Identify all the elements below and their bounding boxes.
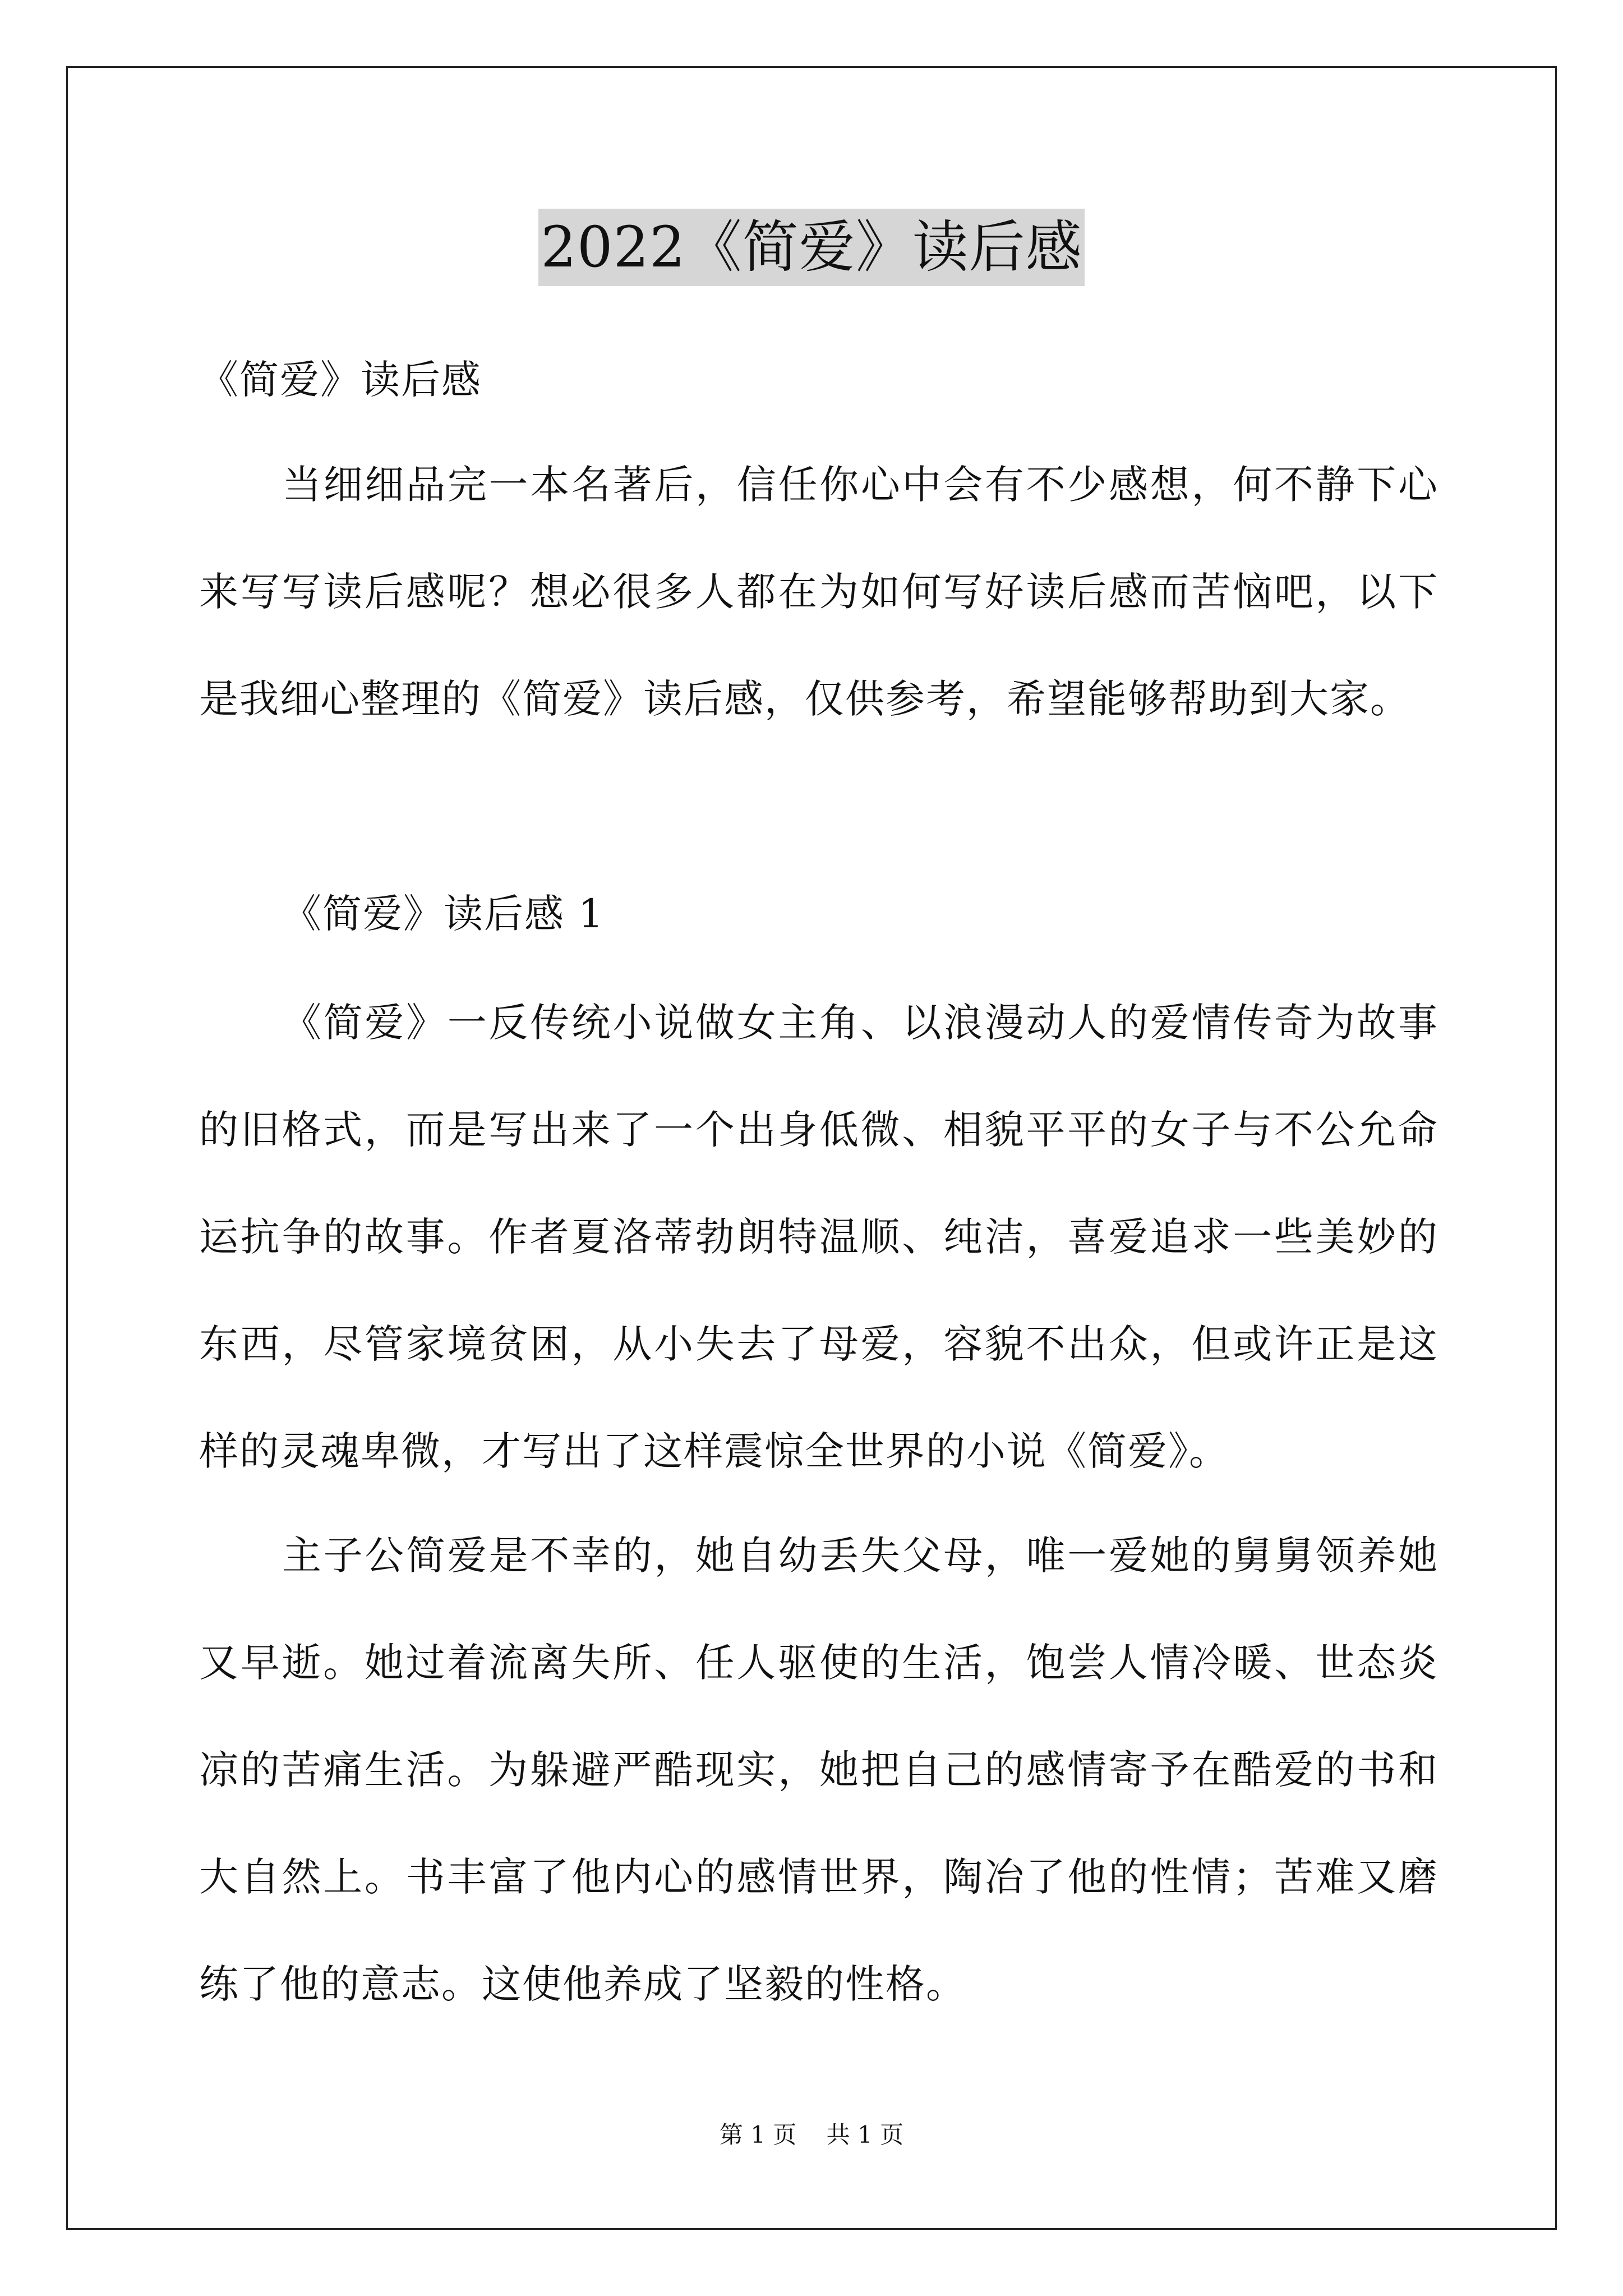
body-text-1: 《简爱》一反传统小说做女主角、以浪漫动人的爱情传奇为故事的旧格式，而是写出来了一个出身低微、相貌平平的女子与不公允命运抗争的故事。作者夏洛蒂勃朗特温顺、纯洁，喜爱追求一些美妙的东西，尽管家境贫困，从小失去了母爱，容貌不出众，但或许正是这样的灵魂卑微，才写出了这样震惊全世界的小说《简爱》。 xyxy=(199,1000,1438,1474)
intro-paragraph xyxy=(199,431,1438,753)
body-paragraph-1 xyxy=(199,969,1438,1505)
document-title: 2022《简爱》读后感 xyxy=(538,209,1085,286)
page-footer xyxy=(0,2118,1623,2152)
intro-text: 当细细品完一本名著后，信任你心中会有不少感想，何不静下心来写写读后感呢？想必很多人都在为如何写好读后感而苦恼吧，以下是我细心整理的《简爱》读后感，仅供参考，希望能够帮助到大家。 xyxy=(199,462,1438,722)
page-number: 第 1 页 xyxy=(719,2121,797,2148)
body-text-2: 主子公简爱是不幸的，她自幼丢失父母，唯一爱她的舅舅领养她又早逝。她过着流离失所、任人驱使的生活，饱尝人情冷暖、世态炎凉的苦痛生活。为躲避严酷现实，她把自己的感情寄予在酷爱的书和大自然上。书丰富了他内心的感情世界，陶冶了他的性情；苦难又磨练了他的意志。这使他养成了坚毅的性格。 xyxy=(199,1533,1438,2007)
page-total: 共 1 页 xyxy=(826,2121,904,2148)
body-paragraph-2 xyxy=(199,1502,1438,2038)
title-container xyxy=(0,209,1623,286)
section-title: 《简爱》读后感 1 xyxy=(282,891,605,937)
document-subtitle: 《简爱》读后感 xyxy=(199,357,482,403)
